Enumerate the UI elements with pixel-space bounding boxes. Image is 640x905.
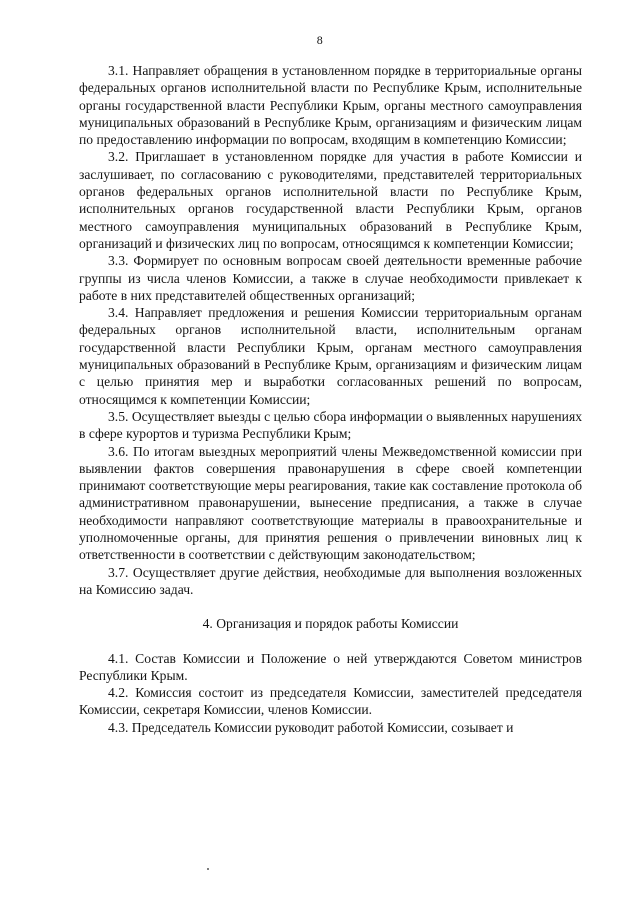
scan-speck <box>207 868 209 870</box>
page-number: 8 <box>316 33 324 47</box>
paragraph-3-4: 3.4. Направляет предложения и решения Комиссии территориальным органам федеральных органов исполнительной власти, исполнительным органам государственной власти Республики Крым, органам местного самоуправления муниципальных образований в Республике Крым, организациям и физическим лицам с целью принятия мер и выработки согласованных решений по вопросам, относящимся к компетенции Комиссии; <box>79 305 582 407</box>
paragraph-3-1: 3.1. Направляет обращения в установленном порядке в территориальные органы федеральных органов исполнительной власти по Республике Крым, исполнительные органы государственной власти Республики Крым, органы местного самоуправления муниципальных образований в Республике Крым, организациям и физическим лицам по предоставлению информации по вопросам, входящим в компетенцию Комиссии; <box>79 63 582 148</box>
paragraph-3-7: 3.7. Осуществляет другие действия, необходимые для выполнения возложенных на Комиссию задач. <box>79 564 582 597</box>
paragraph-4-3: 4.3. Председатель Комиссии руководит работой Комиссии, созывает и <box>108 719 514 735</box>
paragraph-4-1: 4.1. Состав Комиссии и Положение о ней утверждаются Советом министров Республики Крым. <box>79 650 582 683</box>
paragraph-3-5: 3.5. Осуществляет выезды с целью сбора информации о выявленных нарушениях в сфере курортов и туризма Республики Крым; <box>79 408 582 442</box>
paragraph-4-2: 4.2. Комиссия состоит из председателя Комиссии, заместителей председателя Комиссии, секретаря Комиссии, членов Комиссии. <box>79 685 582 718</box>
document-body <box>79 62 582 736</box>
section-heading: 4. Организация и порядок работы Комиссии <box>202 616 459 632</box>
paragraph-3-2: 3.2. Приглашает в установленном порядке для участия в работе Комиссии и заслушивает, по согласованию с руководителями, представителей территориальных органов федеральных органов исполнительной власти по Республике Крым, исполнительных органов государственной власти Республики Крым, органов местного самоуправления муниципальных образований в Республике Крым, организаций и физических лиц по вопросам, относящимся к компетенции Комиссии; <box>79 149 582 251</box>
paragraph-3-3: 3.3. Формирует по основным вопросам своей деятельности временные рабочие группы из числа членов Комиссии, а также в случае необходимости привлекает к работе в них представителей общественных организаций; <box>79 253 582 303</box>
paragraph-3-6: 3.6. По итогам выездных мероприятий члены Межведомственной комиссии при выявлении фактов совершения правонарушения в сфере своей компетенции принимают соответствующие меры реагирования, такие как составление протокола об административном правонарушении, вынесение предписания, а также в случае необходимости направляют соответствующие материалы в правоохранительные и уполномоченные органы, для принятия решения о привлечении виновных лиц к ответственности в соответствии с действующим законодательством; <box>79 443 582 563</box>
